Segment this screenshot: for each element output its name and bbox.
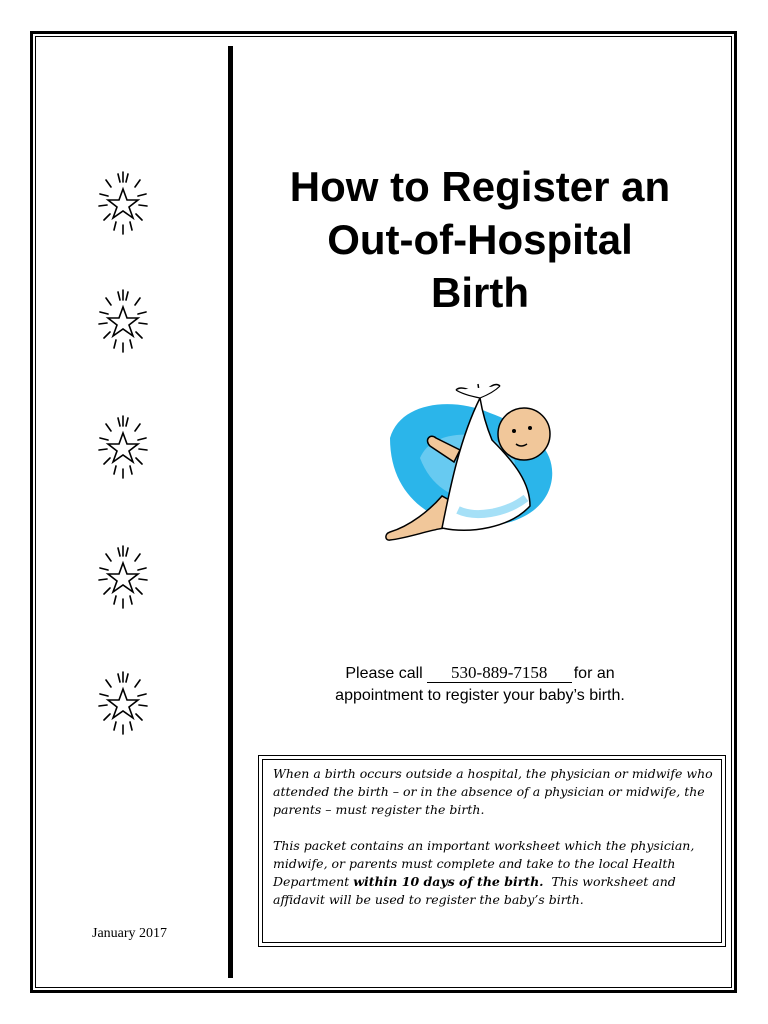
call-suffix: for an — [573, 665, 615, 682]
star-burst-icon — [92, 168, 154, 238]
notice-text: This packet contains an important worksheet which the physician, midwife, or parents must complete and take to the local Health Department — [273, 838, 695, 889]
notice-deadline: within 10 days of the birth. — [353, 874, 544, 889]
notice-paragraph — [273, 837, 713, 909]
call-prefix: Please call — [345, 665, 423, 682]
vertical-divider — [228, 46, 233, 978]
title-line: Birth — [431, 269, 529, 316]
notice-text: This worksheet and affidavit will be used to register the baby’s birth. — [273, 874, 676, 907]
star-burst-icon — [92, 286, 154, 356]
baby-illustration — [380, 378, 560, 550]
star-burst-icon — [92, 412, 154, 482]
title-line: Out-of-Hospital — [327, 216, 633, 263]
title-line: How to Register an — [289, 163, 671, 210]
notice-box — [262, 759, 722, 943]
publication-date: January 2017 — [92, 926, 168, 941]
phone-number: 530-889-7158 — [427, 663, 572, 683]
page-title — [240, 160, 720, 319]
star-burst-icon — [92, 542, 154, 612]
star-burst-icon — [92, 668, 154, 738]
appointment-instructions — [240, 663, 720, 707]
call-line2: appointment to register your baby’s birth. — [335, 687, 625, 704]
notice-paragraph: When a birth occurs outside a hospital, the physician or midwife who attended the birth – or in the absence of a physician or midwife, the parents – must register the birth. — [273, 766, 713, 817]
